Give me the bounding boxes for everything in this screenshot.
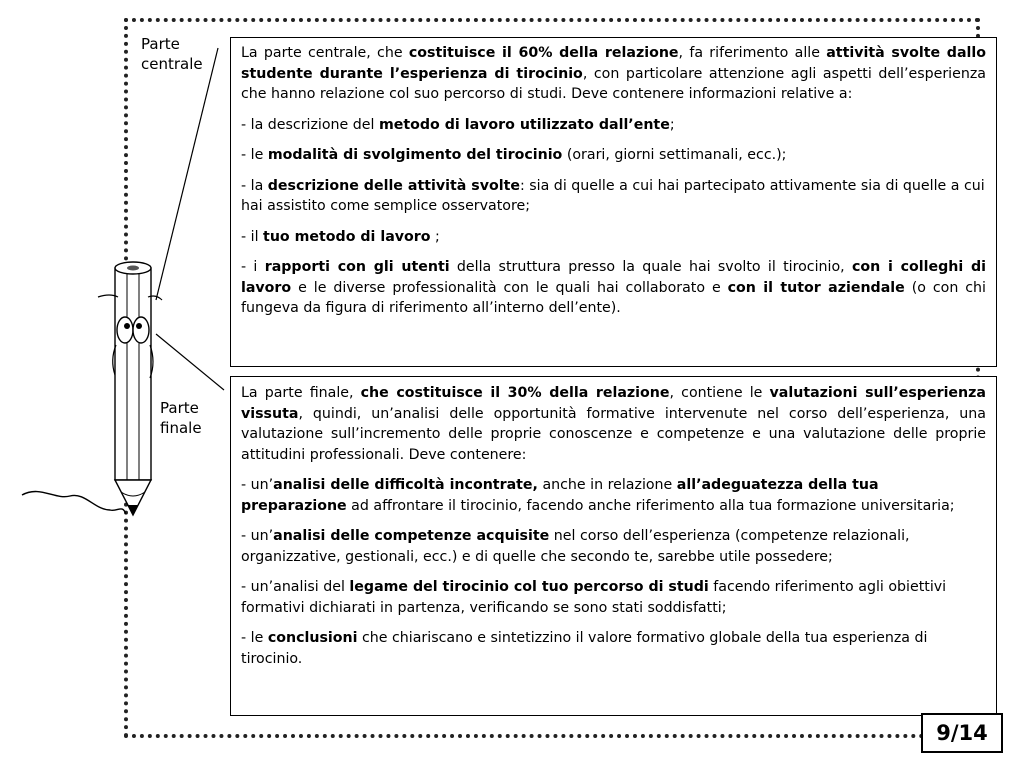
text-run: (o con chi fungeva da figura di riferimento all’interno dell’ente). xyxy=(241,279,986,316)
bold-text: attività svolte dallo studente durante l’esperienza di tirocinio xyxy=(241,45,987,82)
central-part-box xyxy=(230,37,997,367)
text-run: - il xyxy=(241,228,264,245)
text-run: - la descrizione del xyxy=(241,116,379,133)
text-run: e le diverse professionalità con le quali hai collaborato e xyxy=(291,279,728,296)
bold-text: costituisce il 60% della relazione xyxy=(408,45,679,61)
text-run: ; xyxy=(669,116,675,133)
text-run: - le xyxy=(241,147,268,163)
bold-text: legame del tirocinio col tuo percorso di studi xyxy=(349,579,709,595)
central-item-1 xyxy=(241,115,986,136)
final-part-box xyxy=(230,376,997,716)
bold-text: modalità di svolgimento del tirocinio xyxy=(267,147,563,163)
central-intro xyxy=(241,43,986,105)
bold-text: con i colleghi di lavoro xyxy=(241,259,986,296)
final-item-3 xyxy=(241,577,986,618)
text-run: - un’analisi del xyxy=(241,579,350,595)
text-run: , fa riferimento alle xyxy=(678,45,827,61)
final-item-1 xyxy=(241,475,986,516)
final-pointer-line xyxy=(156,334,224,390)
text-run: ; xyxy=(430,228,440,245)
bold-text: tuo metodo di lavoro xyxy=(263,228,431,245)
text-run: - un’ xyxy=(241,528,274,544)
text-run: La parte finale, xyxy=(241,385,361,401)
final-item-4 xyxy=(241,628,986,669)
text-run: , quindi, un’analisi delle opportunità formative intervenute nel corso dell’esperienza, una valutazione sull’incremento delle proprie conoscenze e competenze e una valutazione delle proprie attitudini professionali. Deve contenere: xyxy=(241,405,986,463)
left-eye xyxy=(117,317,133,343)
central-item-5 xyxy=(241,257,986,319)
right-eye xyxy=(133,317,149,343)
final-item-2 xyxy=(241,526,986,567)
central-pointer-line xyxy=(156,48,218,300)
text-run: , contiene le xyxy=(669,385,770,401)
bold-text: metodo di lavoro utilizzato dall’ente xyxy=(378,116,670,133)
central-item-3 xyxy=(241,176,986,217)
final-label-line2: finale xyxy=(160,419,202,437)
bold-text: analisi delle difficoltà incontrate, xyxy=(273,477,538,493)
text-run: che chiariscano e sintetizzino il valore formativo globale della tua esperienza di tirocinio. xyxy=(241,630,928,667)
central-label-line2: centrale xyxy=(141,55,203,73)
bold-text: all’adeguatezza della tua preparazione xyxy=(241,477,879,514)
bold-text: conclusioni xyxy=(267,630,358,646)
central-label xyxy=(141,34,203,74)
final-label xyxy=(160,398,202,438)
text-run: , con particolare attenzione agli aspetti dell’esperienza che hanno relazione col suo percorso di studi. Deve contenere informazioni relative a: xyxy=(241,65,986,102)
bold-text: rapporti con gli utenti xyxy=(264,259,450,275)
central-label-line1: Parte xyxy=(141,35,180,53)
bold-text: valutazioni sull’esperienza vissuta xyxy=(241,385,986,422)
text-run: - la xyxy=(241,177,268,194)
text-run: La parte centrale, che xyxy=(241,45,409,61)
bold-text: descrizione delle attività svolte xyxy=(267,177,520,194)
page-number: 9/14 xyxy=(921,713,1003,753)
text-run: della struttura presso la quale hai svolto il tirocinio, xyxy=(449,259,852,275)
text-run: - le xyxy=(241,630,268,646)
bold-text: che costituisce il 30% della relazione xyxy=(360,385,670,401)
text-run: : sia di quelle a cui hai partecipato attivamente sia di quelle a cui hai assistito come semplice osservatore; xyxy=(241,177,985,214)
bold-text: con il tutor aziendale xyxy=(727,279,905,296)
text-run: facendo riferimento agli obiettivi formativi dichiarati in partenza, verificando se sono stati soddisfatti; xyxy=(241,579,947,616)
bold-text: analisi delle competenze acquisite xyxy=(273,528,550,544)
final-intro xyxy=(241,383,986,465)
central-item-4 xyxy=(241,227,986,248)
text-run: - i xyxy=(241,259,265,275)
central-item-2 xyxy=(241,145,986,166)
scribble-line xyxy=(22,491,126,514)
text-run: nel corso dell’esperienza (competenze relazionali, organizzative, gestionali, ecc.) e di quelle che secondo te, sarebbe utile possedere; xyxy=(241,528,910,565)
text-run: - un’ xyxy=(241,477,274,493)
text-run: (orari, giorni settimanali, ecc.); xyxy=(562,147,787,163)
final-label-line1: Parte xyxy=(160,399,199,417)
text-run: anche in relazione xyxy=(537,477,677,493)
text-run: ad affrontare il tirocinio, facendo anche riferimento alla tua formazione universitaria; xyxy=(346,497,955,514)
